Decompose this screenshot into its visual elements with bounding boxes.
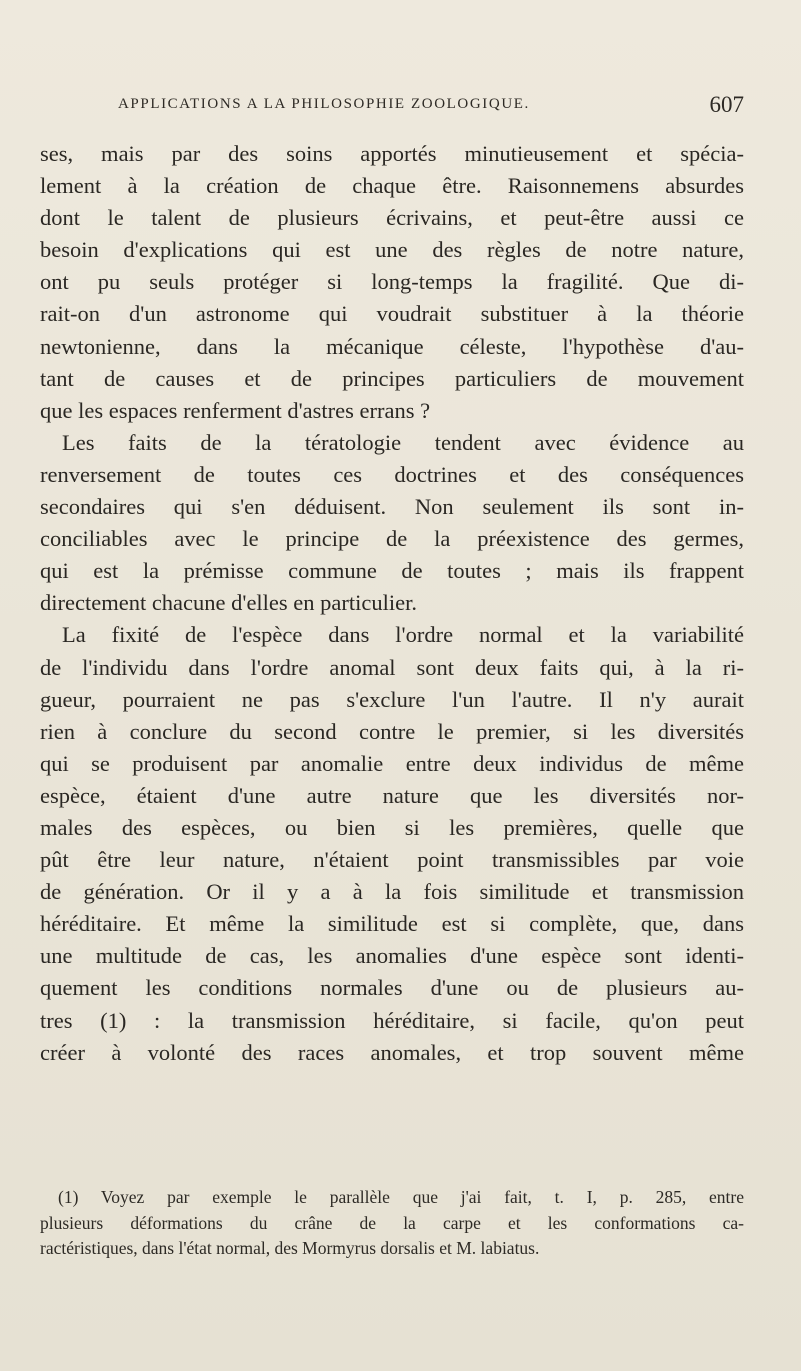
page-number: 607 xyxy=(709,92,744,117)
text-line: ont pu seuls protéger si long-temps la fragilité. Que di- xyxy=(40,269,744,295)
text-line: rait-on d'un astronome qui voudrait substituer à la théorie xyxy=(40,301,744,327)
footnote-line: plusieurs déformations du crâne de la carpe et les conformations ca- xyxy=(40,1212,744,1233)
text-line: qui se produisent par anomalie entre deux individus de même xyxy=(40,750,744,776)
text-line: héréditaire. Et même la similitude est si complète, que, dans xyxy=(40,911,744,937)
footnote xyxy=(40,1185,744,1262)
text-line: espèce, étaient d'une autre nature que les diversités nor- xyxy=(40,782,744,808)
text-line: gueur, pourraient ne pas s'exclure l'un l'autre. Il n'y aurait xyxy=(40,686,744,712)
body-text xyxy=(40,138,744,1069)
text-line: de génération. Or il y a à la fois similitude et transmission xyxy=(40,879,744,905)
text-line: de l'individu dans l'ordre anomal sont deux faits qui, à la ri- xyxy=(40,654,744,680)
text-line: quement les conditions normales d'une ou de plusieurs au- xyxy=(40,975,744,1001)
footnote-line: (1) Voyez par exemple le parallèle que j'ai fait, t. I, p. 285, entre xyxy=(58,1187,744,1207)
text-line: pût être leur nature, n'étaient point transmissibles par voie xyxy=(40,847,744,873)
text-line: créer à volonté des races anomales, et trop souvent même xyxy=(40,1039,744,1065)
text-line: La fixité de l'espèce dans l'ordre normal et la variabilité xyxy=(62,622,744,648)
running-head xyxy=(118,92,744,122)
footnote-line: ractéristiques, dans l'état normal, des Mormyrus dorsalis et M. labiatus. xyxy=(40,1238,540,1258)
text-line: tres (1) : la transmission héréditaire, si facile, qu'on peut xyxy=(40,1007,744,1033)
text-line: une multitude de cas, les anomalies d'une espèce sont identi- xyxy=(40,943,744,969)
text-line: ses, mais par des soins apportés minutieusement et spécia- xyxy=(40,141,744,166)
text-line: conciliables avec le principe de la préexistence des germes, xyxy=(40,526,744,552)
running-title: APPLICATIONS A LA PHILOSOPHIE ZOOLOGIQUE. xyxy=(118,96,530,112)
text-line: tant de causes et de principes particuliers de mouvement xyxy=(40,365,744,391)
text-line: newtonienne, dans la mécanique céleste, l'hypothèse d'au- xyxy=(40,333,744,359)
text-line: rien à conclure du second contre le premier, si les diversités xyxy=(40,718,744,744)
text-line: que les espaces renferment d'astres errans ? xyxy=(40,397,431,423)
text-line: secondaires qui s'en déduisent. Non seulement ils sont in- xyxy=(40,494,744,520)
text-line: qui est la prémisse commune de toutes ; mais ils frappent xyxy=(40,558,744,584)
text-line: besoin d'explications qui est une des règles de notre nature, xyxy=(40,237,744,263)
text-line: males des espèces, ou bien si les premières, quelle que xyxy=(40,814,744,840)
text-line: renversement de toutes ces doctrines et des conséquences xyxy=(40,461,744,487)
text-line: dont le talent de plusieurs écrivains, et peut-être aussi ce xyxy=(40,205,744,231)
text-line: Les faits de la tératologie tendent avec évidence au xyxy=(62,429,744,455)
text-line: lement à la création de chaque être. Raisonnemens absurdes xyxy=(40,173,744,199)
text-line: directement chacune d'elles en particulier. xyxy=(40,590,417,616)
